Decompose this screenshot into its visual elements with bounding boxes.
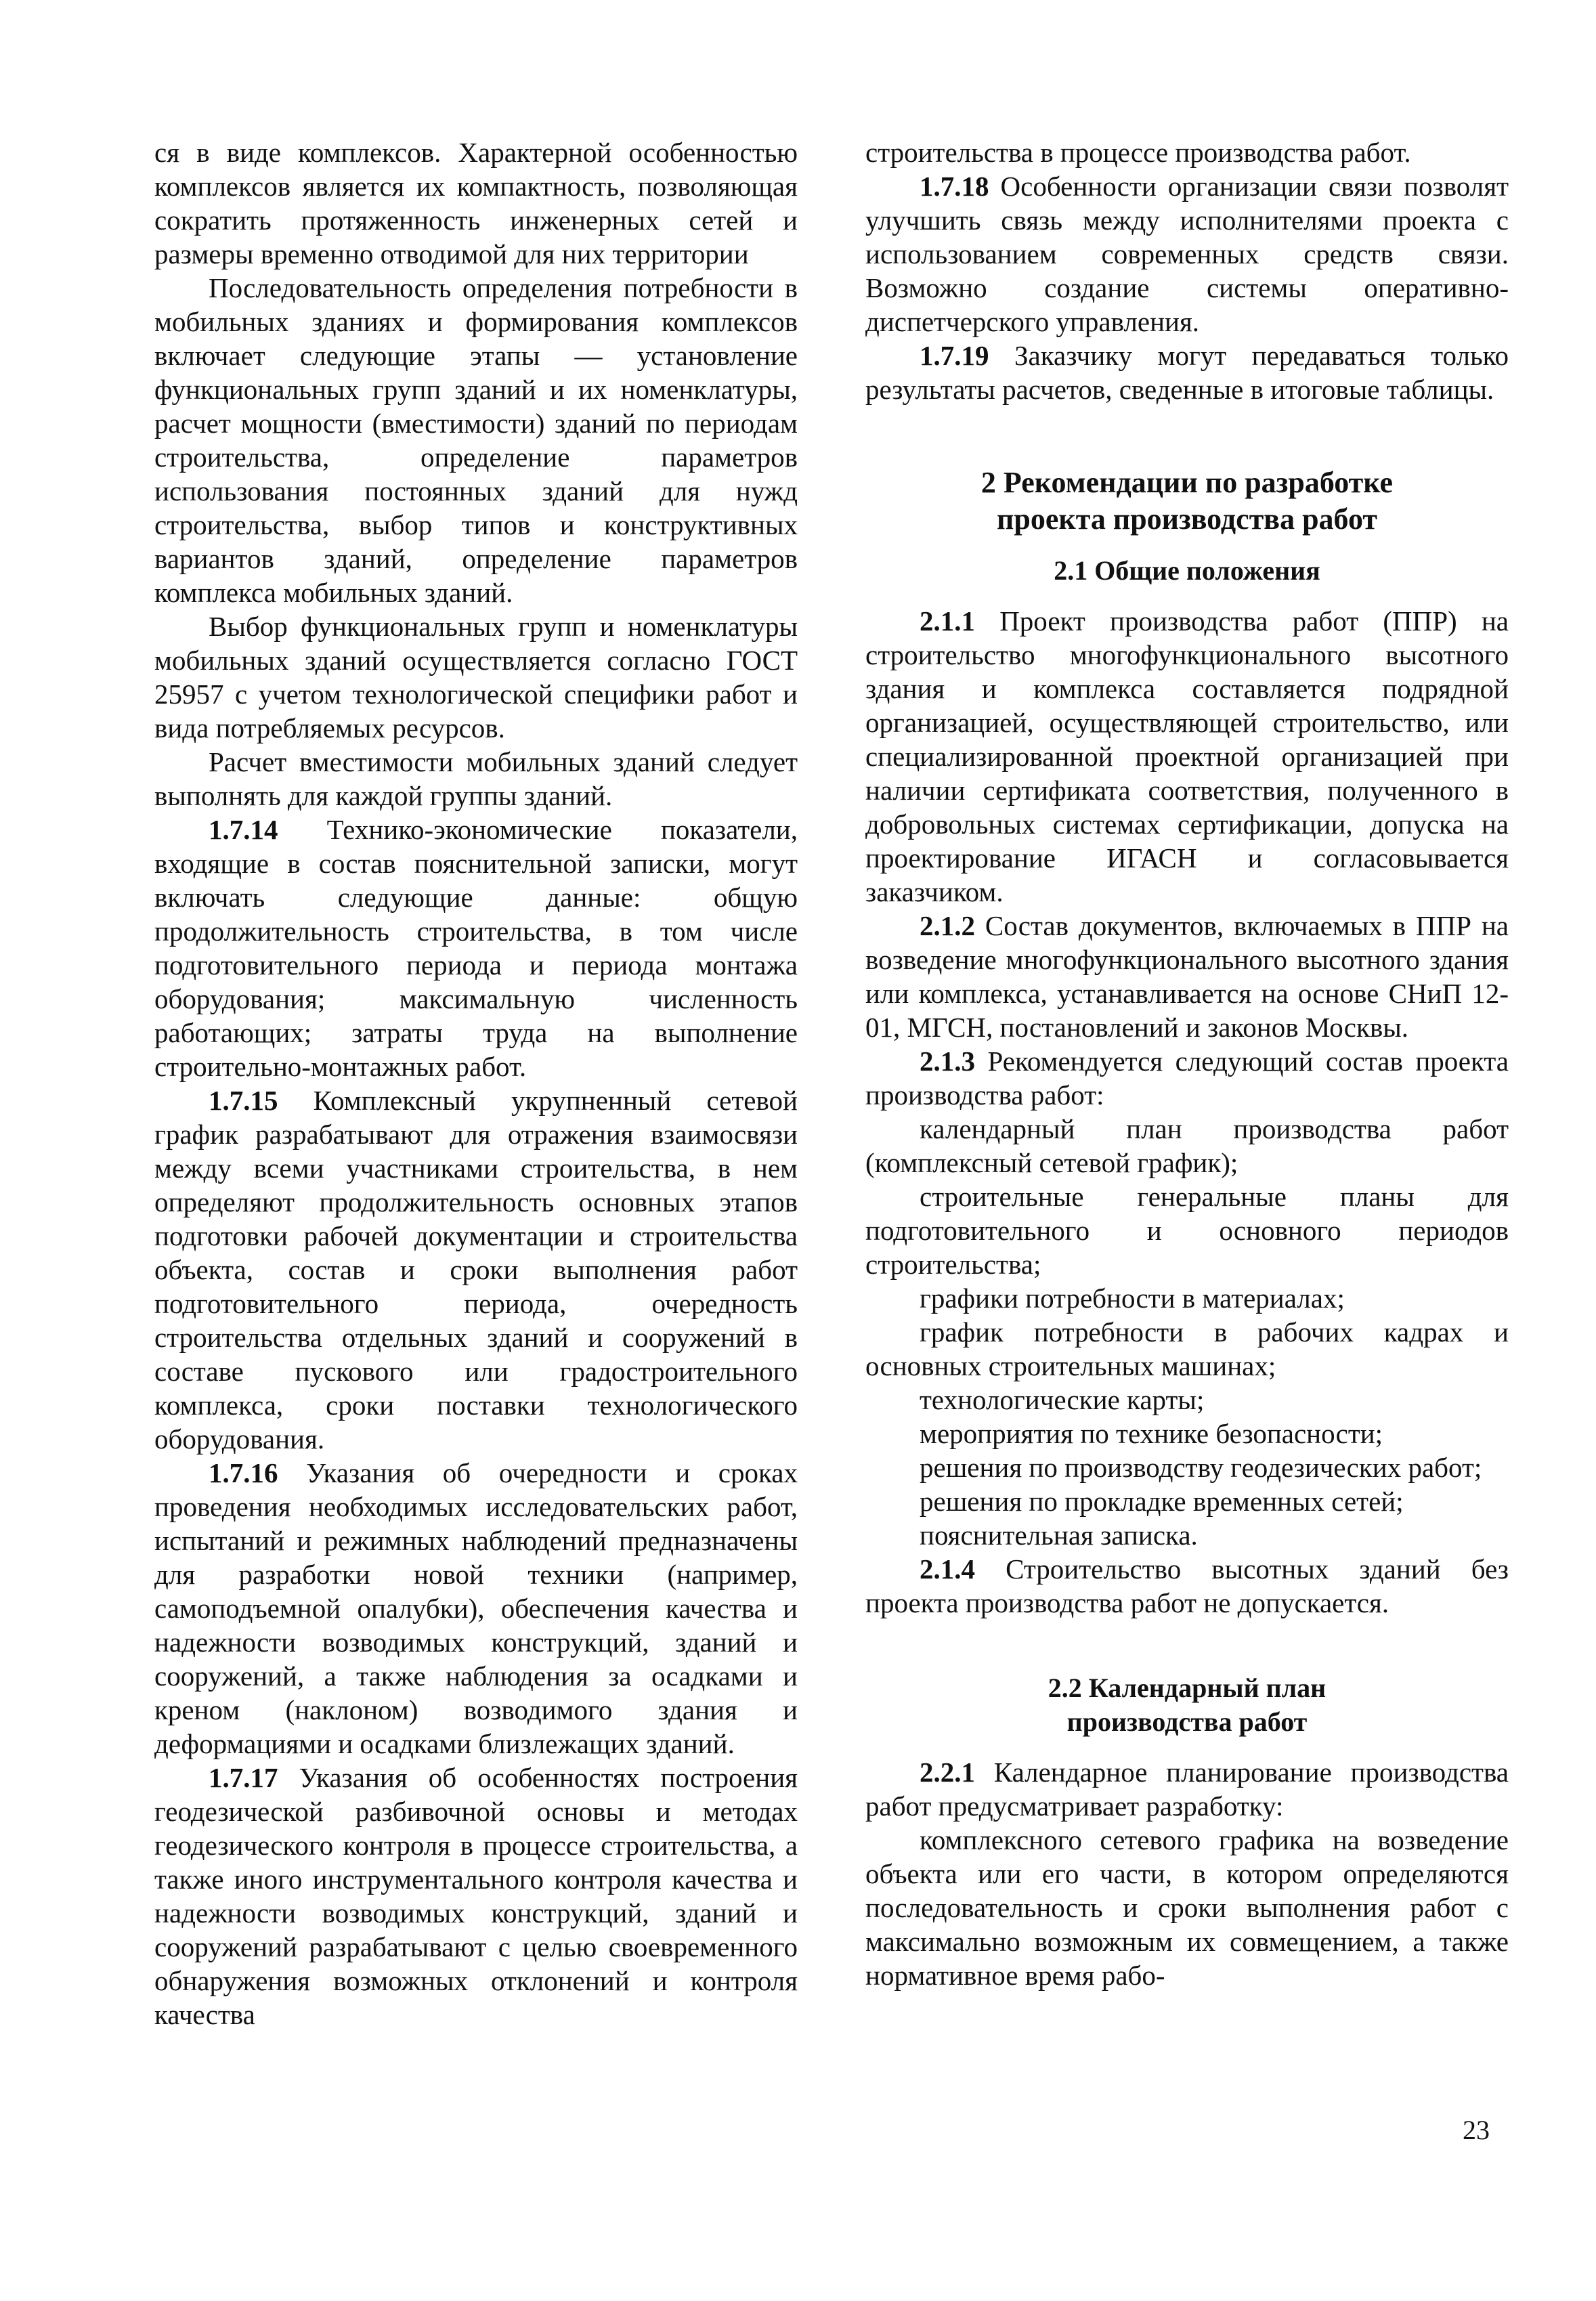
paragraph: [154, 1083, 798, 1456]
clause-number: 2.1.2: [920, 910, 975, 941]
paragraph: [154, 1761, 798, 2031]
clause-number: 1.7.18: [920, 171, 989, 202]
paragraph: [154, 813, 798, 1083]
list-item: графики потребности в материалах;: [920, 1283, 1345, 1314]
clause-text: Технико-экономические показатели, входящие в состав пояснительной записки, могут включать следующие данные: общую продолжительность строительства, в том числе подготовительного периода и периода монтажа оборудования; максимальную численность работающих; затраты труда на выполнение строительно-монтажных работ.: [154, 814, 798, 1082]
list-item: строительные генеральные планы для подготовительного и основного периодов строительства;: [865, 1181, 1509, 1280]
paragraph: [865, 1044, 1509, 1112]
clause-text: Комплексный укрупненный сетевой график разрабатывают для отражения взаимосвязи между всеми участниками строительства, в нем определяют продолжительность основных этапов подготовки рабочей документации и строительства объекта, состав и сроки выполнения работ подготовительного периода, очередность строительства отдельных зданий и сооружений в составе пускового или градостроительного комплекса, сроки поставки технологического оборудования.: [154, 1085, 798, 1455]
clause-number: 1.7.14: [209, 814, 278, 845]
clause-text: Указания об очередности и сроках проведения необходимых исследовательских работ, испытаний и режимных наблюдений предназначены для разработки новой техники (например, самоподъемной опалубки), обеспечения качества и надежности возводимых конструкций, зданий и сооружений, а также наблюдения за осадками и креном (наклоном) возводимого здания и деформациями и осадками близлежащих зданий.: [154, 1457, 798, 1759]
clause-text: Календарное планирование производства работ предусматривает разработку:: [865, 1757, 1509, 1822]
paragraph: Последовательность определения потребности в мобильных зданиях и формирования комплексов включает следующие этапы — установление функциональных групп зданий и их номенклатуры, расчет мощности (вместимости) зданий по периодам строительства, определение параметров использования постоянных зданий для нужд строительства, выбор типов и конструктивных вариантов зданий, определение параметров комплекса мобильных зданий.: [154, 272, 798, 608]
list-item: график потребности в рабочих кадрах и основных строительных машинах;: [865, 1316, 1509, 1381]
right-column: [865, 135, 1509, 1992]
paragraph: [865, 909, 1509, 1044]
clause-number: 1.7.15: [209, 1085, 278, 1116]
section-heading: [865, 465, 1509, 538]
list-item: календарный план производства работ (комплексный сетевой график);: [865, 1113, 1509, 1178]
subsection-heading: [865, 1671, 1509, 1739]
paragraph: комплексного сетевого графика на возведение объекта или его части, в котором определяются последовательность и сроки выполнения работ с максимально возможным их совмещением, а также нормативное время рабо-: [865, 1824, 1509, 1991]
paragraph: [865, 169, 1509, 339]
subsection-heading-line: производства работ: [1066, 1706, 1308, 1737]
paragraph: [154, 1456, 798, 1761]
clause-number: 2.2.1: [920, 1757, 975, 1788]
section-heading-line: проекта производства работ: [997, 502, 1377, 536]
subsection-heading-line: 2.2 Календарный план: [1048, 1673, 1327, 1703]
clause-number: 1.7.17: [209, 1762, 278, 1793]
clause-text: Проект производства работ (ППР) на строительство многофункционального высотного здания и комплекса составляется подрядной организацией, осуществляющей строительство, или специализированной проектной организацией при наличии сертификата соответствия, полученного в добровольных системах сертификации, допуска на проектирование ИГАСН и согласовывается заказчиком.: [865, 605, 1509, 907]
left-column: [154, 135, 798, 2031]
clause-number: 2.1.4: [920, 1553, 975, 1585]
paragraph: Расчет вместимости мобильных зданий следует выполнять для каждой группы зданий.: [154, 746, 798, 811]
list-item: мероприятия по технике безопасности;: [920, 1418, 1383, 1449]
clause-text: Заказчику могут передаваться только результаты расчетов, сведенные в итоговые таблицы.: [865, 340, 1509, 405]
paragraph: [865, 604, 1509, 909]
list-item: решения по производству геодезических работ;: [920, 1452, 1482, 1483]
clause-number: 1.7.19: [920, 340, 989, 371]
paragraph: [865, 1552, 1509, 1620]
paragraph: Выбор функциональных групп и номенклатуры мобильных зданий осуществляется согласно ГОСТ 25957 с учетом технологической специфики работ и вида потребляемых ресурсов.: [154, 611, 798, 744]
subsection-heading: 2.1 Общие положения: [1054, 555, 1320, 586]
paragraph: ся в виде комплексов. Характерной особенностью комплексов является их компактность, позволяющая сократить протяженность инженерных сетей и размеры временно отводимой для них территории: [154, 137, 798, 270]
clause-number: 2.1.1: [920, 605, 975, 637]
clause-text: Особенности организации связи позволят улучшить связь между исполнителями проекта с использованием современных средств связи. Возможно создание системы оперативно-диспетчерского управления.: [865, 171, 1509, 337]
clause-number: 1.7.16: [209, 1457, 278, 1488]
page-number: 23: [1463, 2115, 1490, 2145]
clause-text: Состав документов, включаемых в ППР на возведение многофункционального высотного здания или комплекса, устанавливается на основе СНиП 12-01, МГСН, постановлений и законов Москвы.: [865, 910, 1509, 1043]
list-item: пояснительная записка.: [920, 1520, 1198, 1551]
clause-text: Указания об особенностях построения геодезической разбивочной основы и методах геодезического контроля в процессе строительства, а также иного инструментального контроля качества и надежности возводимых конструкций, зданий и сооружений разрабатывают с целью своевременного обнаружения возможных отклонений и контроля качества: [154, 1762, 798, 2030]
list-item: технологические карты;: [920, 1384, 1205, 1415]
clause-text: Строительство высотных зданий без проекта производства работ не допускается.: [865, 1553, 1509, 1618]
paragraph: [865, 339, 1509, 406]
list-item: решения по прокладке временных сетей;: [920, 1486, 1404, 1517]
paragraph: строительства в процессе производства работ.: [865, 137, 1411, 168]
clause-number: 2.1.3: [920, 1046, 975, 1077]
section-heading-line: 2 Рекомендации по разработке: [980, 466, 1394, 499]
paragraph: [865, 1755, 1509, 1823]
clause-text: Рекомендуется следующий состав проекта производства работ:: [865, 1046, 1509, 1111]
